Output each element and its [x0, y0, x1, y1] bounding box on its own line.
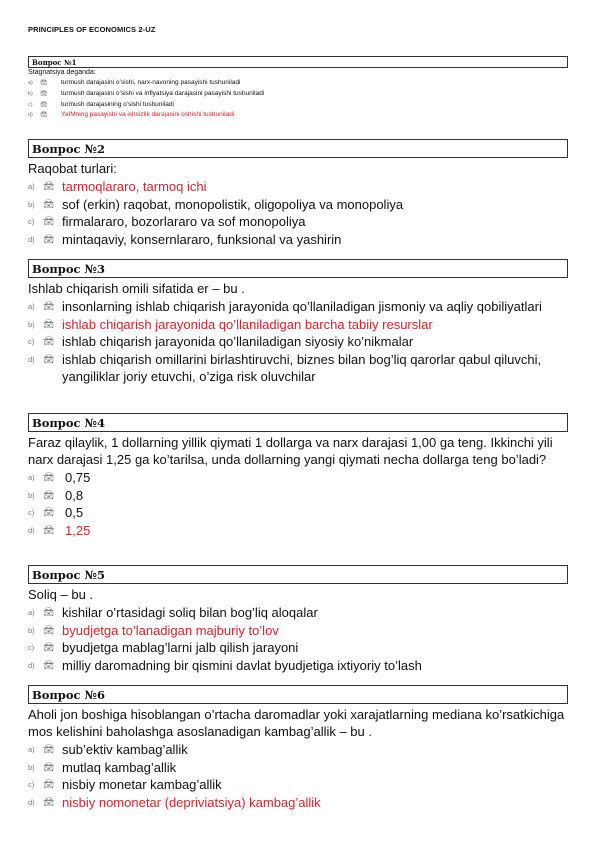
option-d[interactable]: [28, 657, 568, 675]
option-letter: b): [28, 762, 35, 772]
option-d-correct[interactable]: [28, 794, 568, 812]
car-icon: 🚘︎: [43, 353, 55, 364]
car-icon: 🚘︎: [43, 216, 55, 226]
question-label-box: [28, 139, 568, 158]
car-icon: 🚘︎: [43, 607, 55, 617]
car-icon: 🚘︎: [43, 181, 55, 191]
option-letter: c): [28, 217, 35, 226]
option-text: 0,75: [65, 470, 91, 485]
option-text: sof (erkin) raqobat, monopolistik, oligopoliya va monopoliya: [62, 196, 404, 212]
question-6: [28, 685, 568, 811]
option-text: YaIMning pasayishi va ishsizlik darajasini oshishi tushuniladi: [61, 111, 235, 119]
option-a[interactable]: [28, 469, 568, 487]
option-a[interactable]: [28, 604, 568, 622]
option-a[interactable]: [28, 741, 568, 759]
question-label: Вопрос №4: [32, 415, 106, 430]
car-icon: 🚘︎: [43, 744, 55, 754]
car-icon: 🚘︎: [40, 112, 48, 119]
car-icon: 🚘︎: [43, 301, 55, 311]
option-d[interactable]: [28, 231, 568, 249]
option-letter: c): [28, 508, 35, 517]
option-c[interactable]: [28, 213, 568, 231]
option-a[interactable]: [28, 298, 568, 316]
option-text: turmush darajasini o’sishi, narx-navoning pasayishi tushuniladi: [61, 79, 241, 86]
option-letter: b): [28, 319, 35, 329]
option-b[interactable]: [28, 89, 568, 100]
option-letter: d): [28, 354, 35, 364]
question-text: Soliq – bu .: [28, 587, 94, 602]
question-text: Faraz qilaylik, 1 dollarning yillik qiymati 1 dollarga va narx darajasi 1,00 ga teng. Ikkinchi yili narx darajasi 1,25 ga ko’tarilsa, unda dollarning yangi qiymati necha dollarga teng bo’ladi?: [28, 435, 553, 467]
option-text: nisbiy nomonetar (depriviatsiya) kambag’allik: [62, 794, 321, 810]
option-d-correct[interactable]: [28, 110, 568, 121]
question-text: Ishlab chiqarish omili sifatida er – bu .: [28, 281, 245, 296]
option-c[interactable]: [28, 100, 568, 111]
option-c[interactable]: [28, 333, 568, 351]
option-letter: a): [28, 80, 33, 86]
option-a[interactable]: [28, 78, 568, 89]
option-c[interactable]: [28, 639, 568, 657]
option-text: byudjetga to’lanadigan majburiy to’lov: [62, 622, 279, 638]
option-list: [28, 298, 568, 386]
option-text: tarmoqlararo, tarmoq ichi: [62, 179, 207, 194]
option-letter: d): [28, 234, 35, 244]
option-text: ishlab chiqarish jarayonida qo’llaniladigan barcha tabiiy resurslar: [62, 316, 433, 332]
option-letter: d): [28, 797, 35, 807]
question-label-box: [28, 565, 568, 584]
option-text: firmalararo, bozorlararo va sof monopoliya: [62, 214, 306, 229]
option-text: nisbiy monetar kambag’allik: [62, 777, 222, 792]
option-text: sub’ektiv kambag’allik: [62, 742, 188, 757]
option-letter: a): [28, 473, 35, 482]
car-icon: 🚘︎: [43, 233, 55, 244]
car-icon: 🚘︎: [43, 489, 55, 500]
car-icon: 🚘︎: [43, 318, 55, 329]
question-5: [28, 565, 568, 674]
question-text: Raqobat turlari:: [28, 161, 117, 176]
option-letter: a): [28, 302, 35, 311]
option-text: mintaqaviy, konsernlararo, funksional va yashirin: [62, 231, 342, 247]
option-c[interactable]: [28, 776, 568, 794]
question-label-box: [28, 685, 568, 704]
option-b[interactable]: [28, 759, 568, 777]
car-icon: 🚘︎: [43, 659, 55, 670]
option-b[interactable]: [28, 487, 568, 505]
question-label: Вопрос №3: [32, 261, 106, 276]
question-2: [28, 139, 568, 248]
option-text: kishilar o’rtasidagi soliq bilan bog’liq aloqalar: [62, 605, 318, 620]
option-text: 0,8: [65, 487, 84, 503]
option-letter: c): [28, 337, 35, 346]
car-icon: 🚘︎: [43, 761, 55, 772]
question-text: Stagnatsiya deganda:: [28, 69, 96, 76]
car-icon: 🚘︎: [43, 198, 55, 209]
option-b-correct[interactable]: [28, 622, 568, 640]
option-a-correct[interactable]: [28, 178, 568, 196]
car-icon: 🚘︎: [43, 336, 55, 346]
car-icon: 🚘︎: [40, 101, 48, 108]
option-text: byudjetga mablag’larni jalb qilish jarayoni: [62, 640, 299, 655]
car-icon: 🚘︎: [43, 779, 55, 789]
question-label-box: [28, 413, 568, 432]
car-icon: 🚘︎: [43, 624, 55, 635]
question-label-box: [28, 259, 568, 278]
question-text: Aholi jon boshiga hisoblangan o’rtacha daromadlar yoki xarajatlarning mediana ko’rsatkichiga mos kelishini baholashga asoslanadigan kambag’allik – bu .: [28, 707, 565, 739]
question-3: [28, 259, 568, 386]
option-letter: b): [28, 199, 35, 209]
page-title: PRINCIPLES OF ECONOMICS 2-UZ: [28, 25, 156, 34]
option-list: [28, 78, 568, 121]
question-1: [28, 56, 568, 121]
option-letter: b): [28, 625, 35, 635]
option-d[interactable]: [28, 351, 568, 386]
option-text: ishlab chiqarish omillarini birlashtiruvchi, biznes bilan bog’liq qarorlar qabul qiluvchi, yangiliklar joriy etuvchi, o’ziga risk oluvchilar: [62, 351, 542, 384]
option-letter: c): [28, 101, 33, 108]
car-icon: 🚘︎: [40, 80, 48, 86]
car-icon: 🚘︎: [43, 507, 55, 517]
option-text: turmush darajasini o’sishi va inflyatsiya darajasini pasayishi tushuniladi: [61, 89, 265, 97]
option-d-correct[interactable]: [28, 522, 568, 540]
option-c[interactable]: [28, 504, 568, 522]
option-letter: a): [28, 182, 35, 191]
option-letter: d): [28, 525, 35, 535]
option-letter: b): [28, 490, 35, 500]
car-icon: 🚘︎: [43, 796, 55, 807]
option-text: 0,5: [65, 505, 84, 520]
option-b[interactable]: [28, 196, 568, 214]
option-text: ishlab chiqarish jarayonida qo’llaniladigan siyosiy ko’nikmalar: [62, 334, 414, 349]
car-icon: 🚘︎: [40, 90, 48, 97]
question-4: [28, 413, 568, 539]
car-icon: 🚘︎: [43, 642, 55, 652]
option-letter: b): [28, 90, 33, 97]
option-text: 1,25: [65, 522, 91, 538]
option-letter: d): [28, 660, 35, 670]
option-b-correct[interactable]: [28, 316, 568, 334]
option-text: turmush darajasining o’sishi tushuniladi: [61, 100, 174, 108]
question-label-box: [28, 56, 568, 68]
option-letter: a): [28, 608, 35, 617]
option-letter: c): [28, 780, 35, 789]
option-text: milliy daromadning bir qismini davlat byudjetiga ixtiyoriy to’lash: [62, 657, 422, 673]
question-label: Вопрос №5: [32, 567, 106, 582]
option-text: mutlaq kambag’allik: [62, 759, 177, 775]
option-letter: d): [28, 112, 33, 119]
option-letter: c): [28, 643, 35, 652]
option-letter: a): [28, 745, 35, 754]
option-list: [28, 469, 568, 539]
car-icon: 🚘︎: [43, 524, 55, 535]
option-list: [28, 604, 568, 674]
question-label: Вопрос №6: [32, 687, 106, 702]
question-label: Вопрос №1: [32, 57, 77, 67]
question-label: Вопрос №2: [32, 141, 106, 156]
option-list: [28, 178, 568, 248]
option-list: [28, 741, 568, 811]
car-icon: 🚘︎: [43, 472, 55, 482]
option-text: insonlarning ishlab chiqarish jarayonida qo’llaniladigan jismoniy va aqliy qobiliyatlari: [62, 299, 542, 314]
